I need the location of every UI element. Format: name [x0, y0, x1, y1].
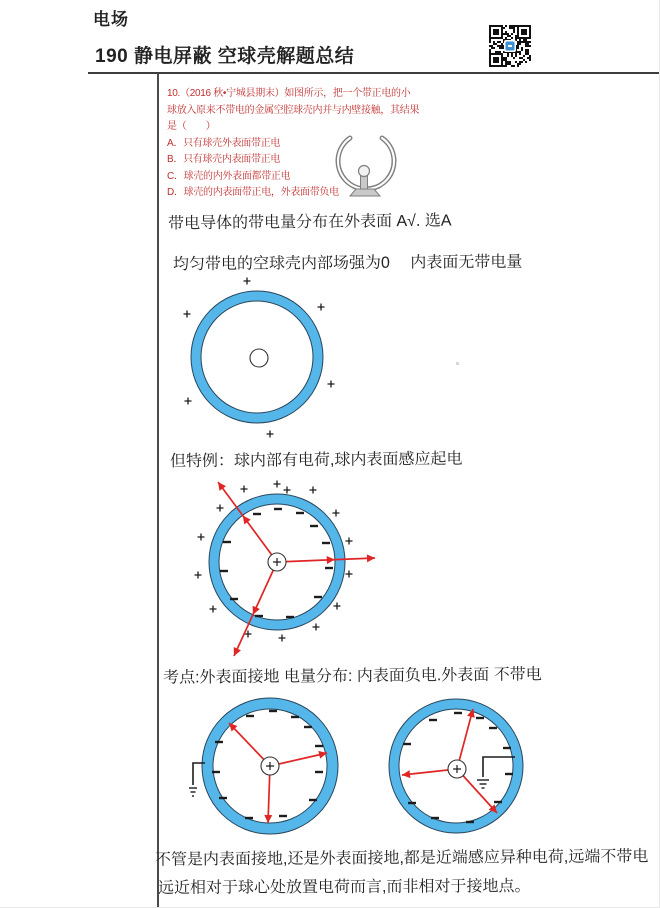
plus-charge-mark — [245, 631, 252, 638]
center-plus-mark — [266, 762, 274, 770]
ground-symbol — [477, 757, 515, 788]
plus-charge-mark — [198, 534, 205, 541]
qr-code-image — [489, 25, 531, 67]
uniform-charged-shell — [184, 278, 335, 438]
field-arrow — [229, 723, 270, 766]
field-arrow — [277, 558, 375, 562]
plus-charge-mark — [346, 538, 353, 545]
plus-charge-mark — [185, 398, 192, 405]
exercise-text — [167, 86, 419, 202]
ground-symbol — [189, 763, 205, 796]
plus-charge-mark — [241, 486, 248, 493]
title-underline — [88, 72, 660, 74]
plus-charge-mark — [346, 571, 353, 578]
center-ball — [250, 349, 268, 367]
exercise-line: 是（ ） — [167, 121, 216, 132]
plus-charge-mark — [334, 603, 341, 610]
note-uniform-shell: 均匀带电的空球壳内部场强为0 内表面无带电量 — [172, 253, 523, 274]
plus-charge-mark — [267, 431, 274, 438]
center-ball — [261, 757, 279, 775]
exercise-line: 10.（2016 秋•宁城县期末）如图所示，把一个带正电的小 — [167, 88, 411, 99]
category-heading: 电场 — [93, 10, 129, 29]
inner-charge-induction-shell — [195, 481, 376, 657]
inner-surface-grounded-shell — [389, 699, 523, 833]
plus-charge-mark — [244, 278, 251, 285]
plus-charge-mark — [284, 487, 291, 494]
margin-vertical-line — [157, 73, 159, 908]
note-special-case: 但特例：球内部有电荷,球内表面感应起电 — [169, 450, 463, 471]
note-grounding-point: 考点:外表面接地 电量分布: 内表面负电.外表面 不带电 — [162, 666, 542, 687]
field-arrow — [457, 769, 497, 813]
note-conclusion-1: 不管是内表面接地,还是外表面接地,都是近端感应异种电荷,远端不带电 — [154, 848, 649, 869]
stray-mark — [456, 362, 459, 365]
plus-charge-mark — [217, 505, 224, 512]
plus-charge-mark — [274, 481, 281, 488]
center-plus-mark — [453, 765, 461, 773]
qr-code — [489, 25, 531, 67]
field-arrow — [218, 482, 277, 562]
field-arrow — [268, 766, 270, 823]
page-title: 190 静电屏蔽 空球壳解题总结 — [95, 46, 355, 67]
plus-charge-mark — [310, 487, 317, 494]
center-plus-mark — [273, 558, 281, 566]
exercise-line: 球放入原来不带电的金属空腔球壳内并与内壁接触，其结果 — [167, 104, 420, 116]
center-ball — [448, 760, 466, 778]
exercise-option-b: B．只有球壳内表面带正电 — [167, 154, 281, 165]
plus-charge-mark — [210, 606, 217, 613]
plus-charge-mark — [279, 635, 286, 642]
field-arrow — [457, 709, 473, 769]
field-arrow — [234, 562, 277, 656]
plus-charge-mark — [333, 510, 340, 517]
exercise-option-c: C．球壳的内外表面都带正电 — [167, 170, 291, 182]
plus-charge-mark — [195, 572, 202, 579]
note-conclusion-2: 远近相对于球心处放置电荷而言,而非相对于接地点。 — [157, 878, 531, 897]
exercise-option-a: A．只有球壳外表面带正电 — [167, 137, 281, 149]
plus-charge-mark — [313, 624, 320, 631]
plus-charge-mark — [328, 381, 335, 388]
exercise-option-d: D．球壳的内表面带正电，外表面带负电 — [167, 187, 339, 198]
center-ball — [268, 553, 286, 571]
field-arrow — [270, 753, 327, 766]
plus-charge-mark — [184, 311, 191, 318]
outer-surface-grounded-shell — [189, 698, 338, 834]
note-answer: 带电导体的带电量分布在外表面 A√. 选A — [167, 212, 452, 233]
plus-charge-mark — [318, 304, 325, 311]
field-arrow — [402, 769, 457, 775]
